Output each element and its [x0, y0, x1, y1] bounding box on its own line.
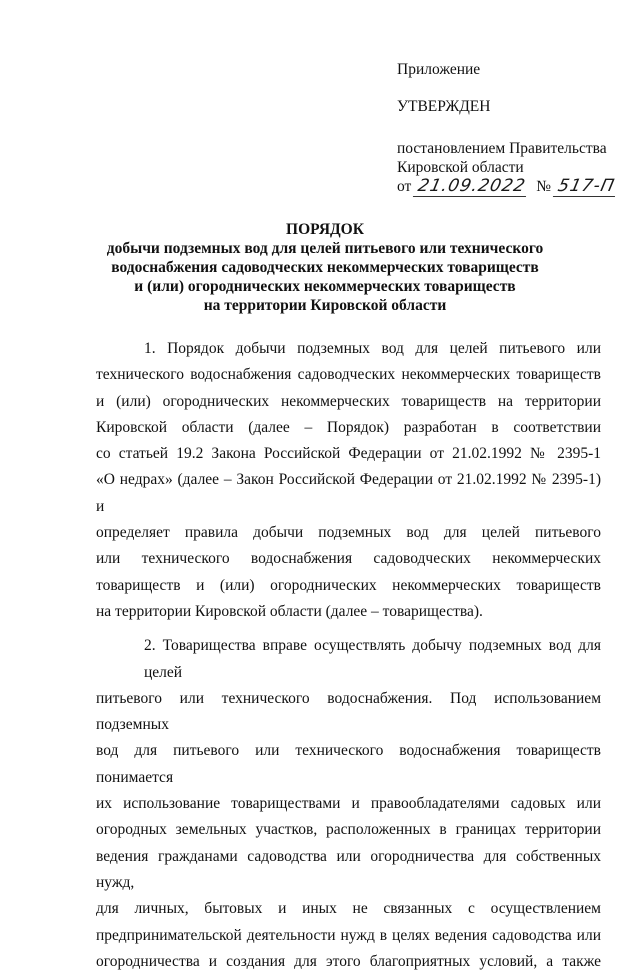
appendix-label: Приложение — [397, 61, 481, 78]
paragraph-2 — [96, 633, 601, 975]
title-line: водоснабжения садоводческих некоммерческих товариществ — [111, 259, 539, 276]
paragraph-line: огородных земельных участков, расположенных в границах территории — [96, 821, 601, 839]
document-body — [96, 336, 601, 975]
paragraph-line: ведения гражданами садоводства или огородничества для собственных нужд, — [96, 847, 601, 891]
paragraph-line: их использование товариществами и правообладателями садовых или — [96, 795, 601, 813]
title-line: на территории Кировской области — [203, 297, 447, 314]
paragraph-line: товариществ и (или) огороднических некоммерческих товариществ — [96, 576, 601, 594]
paragraph-line: предпринимательской деятельности нужд в целях ведения садоводства или — [96, 926, 601, 944]
title-line: и (или) огороднических некоммерческих товариществ — [134, 278, 516, 295]
document-title — [90, 220, 560, 315]
paragraph-line: для личных, бытовых и иных не связанных с осуществлением — [96, 900, 601, 918]
paragraph-line: огородничества и создания для этого благоприятных условий, а также — [96, 952, 601, 970]
from-prefix: от — [397, 178, 412, 195]
title-heading: ПОРЯДОК — [286, 221, 364, 238]
approved-label: УТВЕРЖДЕН — [397, 98, 491, 115]
paragraph-line: 2. Товарищества вправе осуществлять добычу подземных вод для целей — [144, 637, 601, 681]
paragraph-line: Кировской области (далее – Порядок) разработан в соответствии — [96, 418, 601, 436]
number-prefix: № — [536, 178, 552, 195]
approved-by-line-2: Кировской области — [397, 159, 524, 176]
approved-by-line-1: постановлением Правительства — [397, 140, 607, 157]
paragraph-line: «О недрах» (далее – Закон Российской Федерации от 21.02.1992 № 2395-1) и — [96, 471, 601, 515]
handwritten-number: 517-П — [553, 177, 620, 197]
paragraph-line: вод для питьевого или технического водоснабжения товариществ понимается — [96, 742, 601, 786]
paragraph-line: технического водоснабжения садоводческих некоммерческих товариществ — [96, 366, 601, 384]
title-line: добычи подземных вод для целей питьевого или технического — [106, 240, 544, 257]
date-number-line — [397, 177, 627, 197]
paragraph-line: или технического водоснабжения садоводческих некоммерческих — [96, 550, 601, 568]
paragraph-line: 1. Порядок добычи подземных вод для целей питьевого или — [144, 340, 601, 357]
paragraph-1 — [96, 336, 601, 625]
paragraph-line: на территории Кировской области (далее – товарищества). — [96, 602, 483, 620]
paragraph-line: определяет правила добычи подземных вод для целей питьевого — [96, 524, 601, 542]
paragraph-line: и (или) огороднических некоммерческих товариществ на территории — [96, 392, 601, 410]
paragraph-line: питьевого или технического водоснабжения. Под использованием подземных — [96, 689, 601, 734]
handwritten-date: 21.09.2022 — [413, 177, 531, 197]
approval-block — [397, 60, 627, 197]
paragraph-line: со статьей 19.2 Закона Российской Федерации от 21.02.1992 № 2395-1 — [96, 445, 601, 463]
